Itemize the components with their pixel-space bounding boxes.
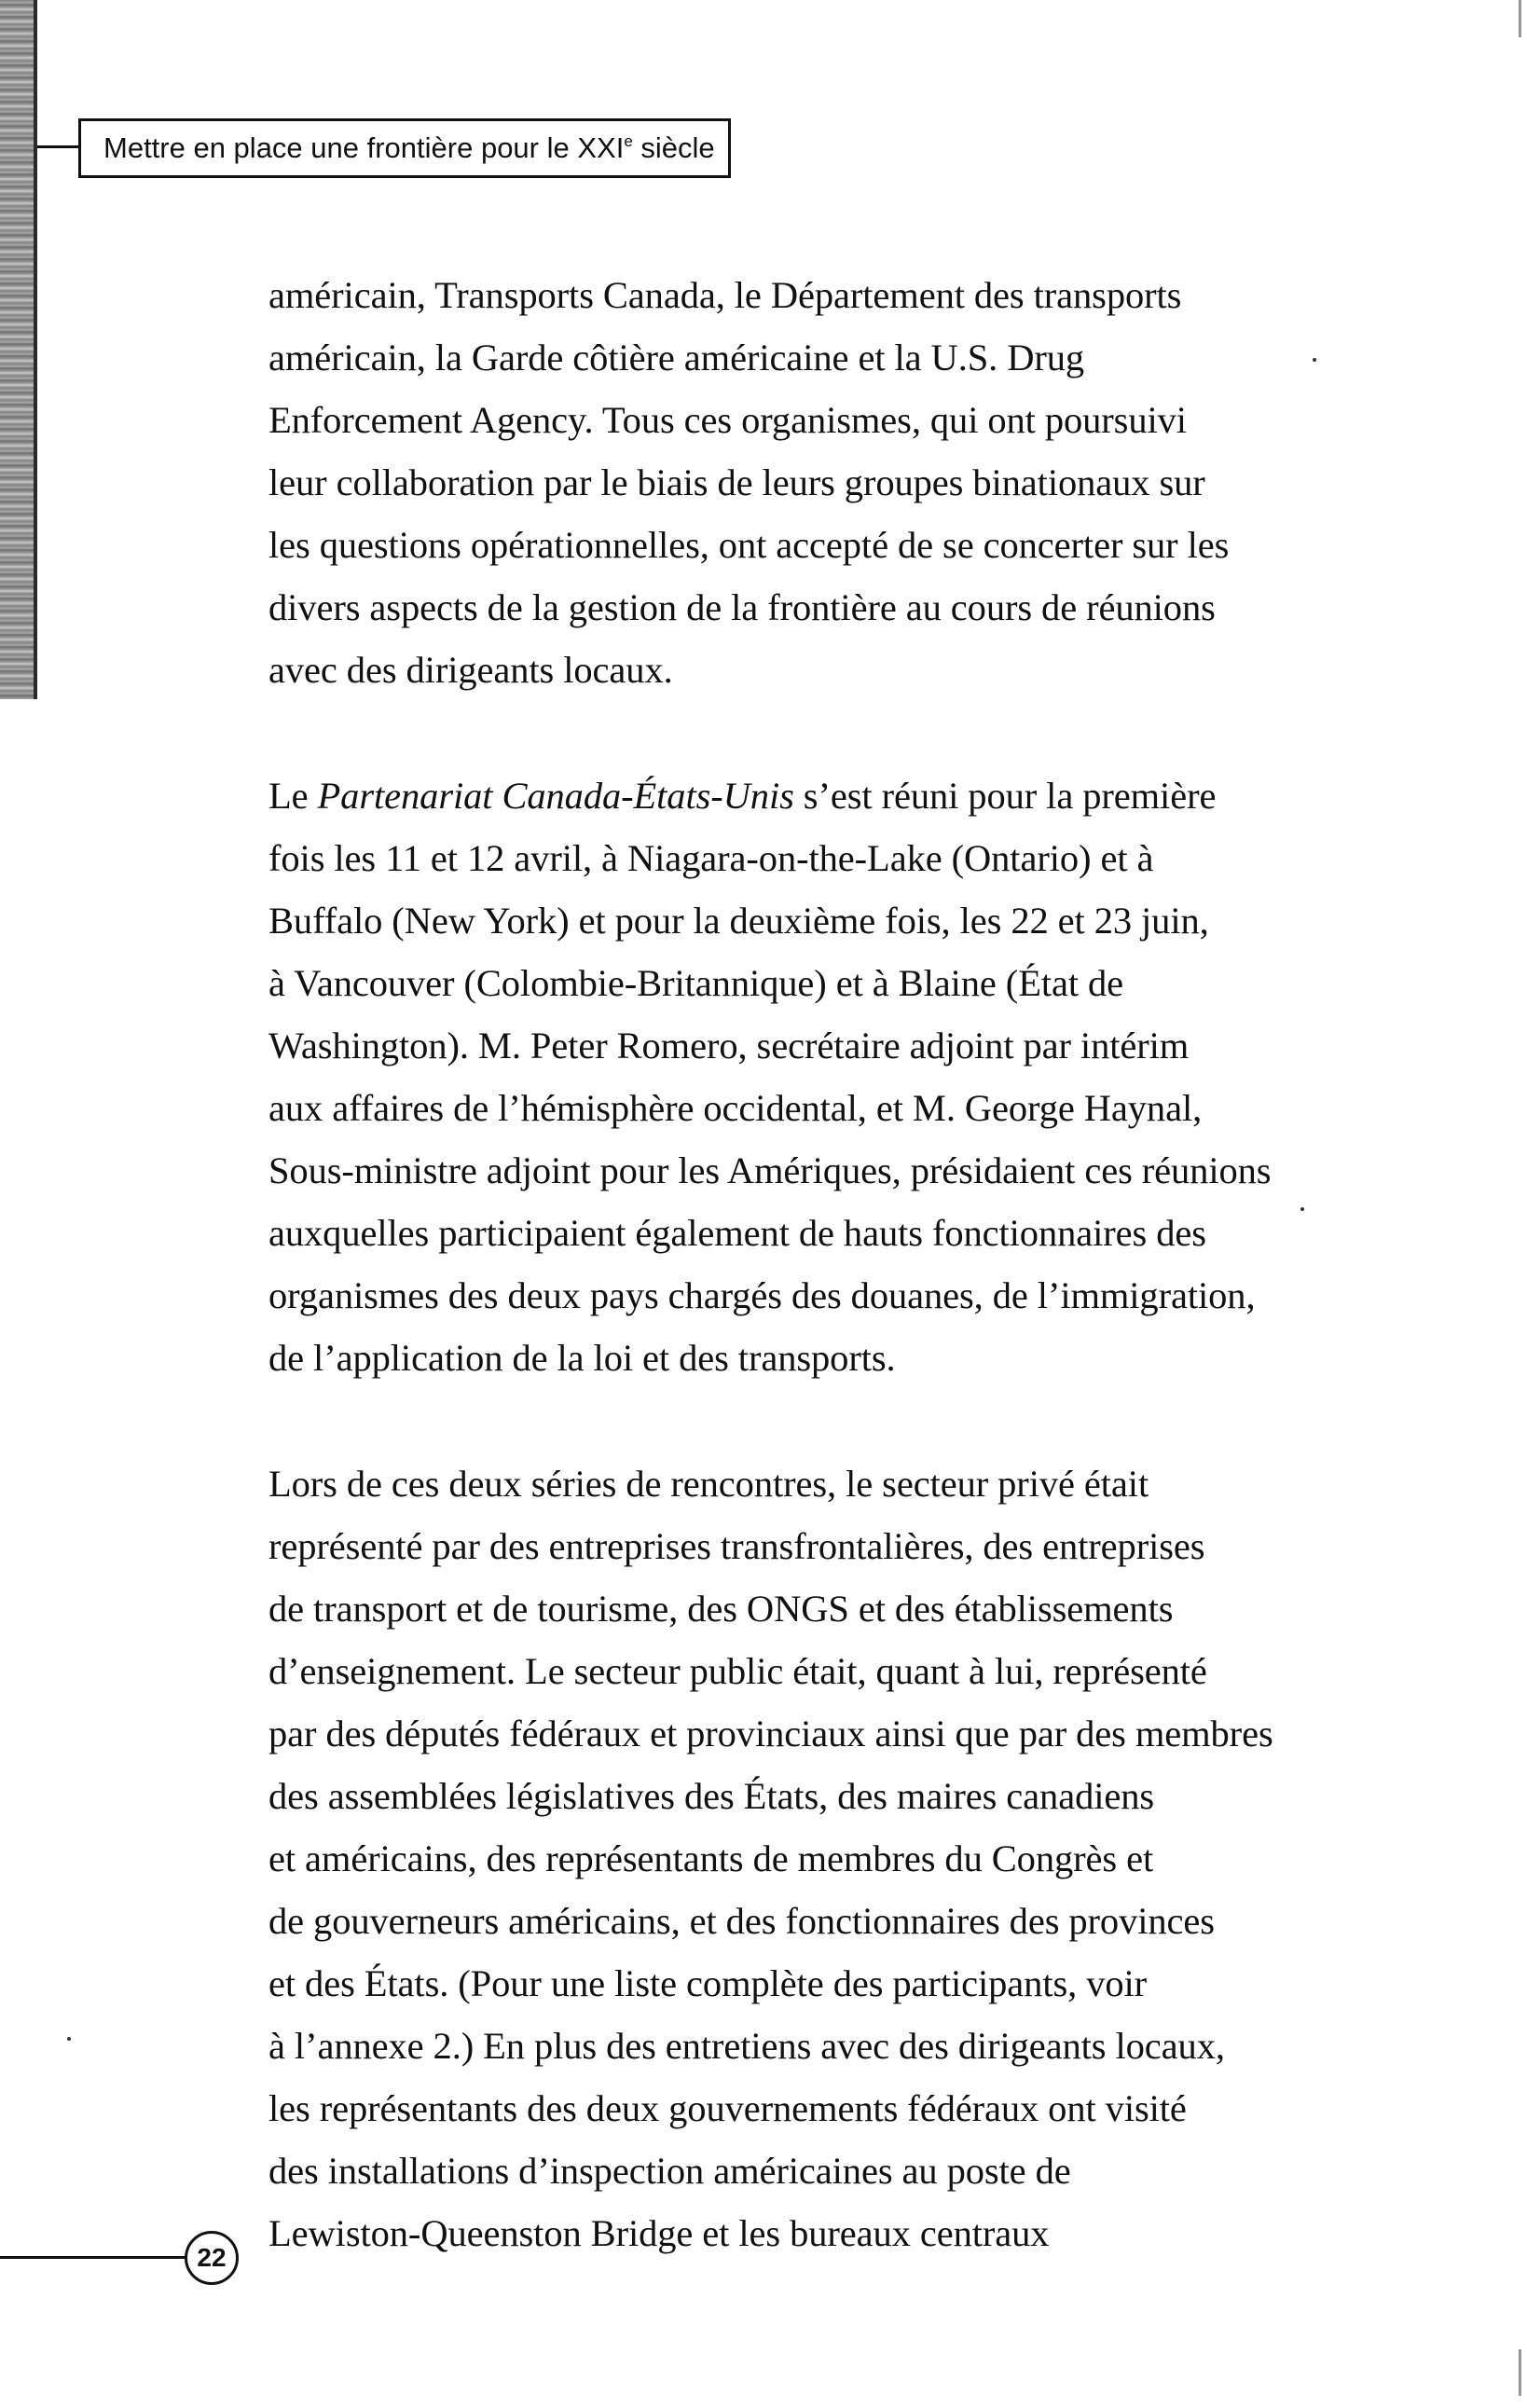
text-line: de transport et de tourisme, des ONGS et des établissements: [268, 1588, 1174, 1630]
page-number: 22: [185, 2231, 239, 2285]
text-line: américain, la Garde côtière américaine et la U.S. Drug: [268, 337, 1085, 378]
scan-binding-edge: [0, 0, 34, 699]
text-line: aux affaires de l’hémisphère occidental, et M. George Haynal,: [268, 1087, 1203, 1129]
scan-right-edge-mark: [1519, 0, 1521, 37]
text-line: les représentants des deux gouvernements fédéraux ont visité: [268, 2087, 1187, 2129]
text-line: d’enseignement. Le secteur public était, quant à lui, représenté: [268, 1650, 1207, 1692]
text-line: auxquelles participaient également de hauts fonctionnaires des: [268, 1212, 1206, 1254]
text-line: à l’annexe 2.) En plus des entretiens avec des dirigeants locaux,: [268, 2025, 1225, 2067]
text-line: divers aspects de la gestion de la frontière au cours de réunions: [268, 586, 1216, 628]
text-line: Lors de ces deux séries de rencontres, le secteur privé était: [268, 1463, 1149, 1505]
running-title-end: siècle: [632, 131, 715, 164]
text-line: Lewiston-Queenston Bridge et les bureaux centraux: [268, 2212, 1050, 2254]
text-line: des installations d’inspection américaines au poste de: [268, 2150, 1071, 2192]
text-span: s’est réuni pour la première: [793, 775, 1217, 817]
text-line: américain, Transports Canada, le Département des transports: [268, 274, 1182, 316]
text-line: leur collaboration par le biais de leurs groupes binationaux sur: [268, 461, 1205, 503]
text-line: Buffalo (New York) et pour la deuxième fois, les 22 et 23 juin,: [268, 900, 1209, 942]
scan-speck: [67, 2037, 71, 2041]
text-line: avec des dirigeants locaux.: [268, 649, 673, 691]
text-line: fois les 11 et 12 avril, à Niagara-on-the-Lake (Ontario) et à: [268, 837, 1154, 879]
running-header: [78, 118, 731, 178]
scan-right-edge-mark: [1519, 2349, 1521, 2396]
text-line: et des États. (Pour une liste complète des participants, voir: [268, 1962, 1148, 2004]
body-text: [268, 264, 1350, 2328]
text-line: de gouverneurs américains, et des fonctionnaires des provinces: [268, 1900, 1215, 1942]
scan-binding-line: [34, 0, 37, 699]
text-line: organismes des deux pays chargés des douanes, de l’immigration,: [268, 1274, 1256, 1316]
text-line: [268, 764, 1350, 827]
text-line: Sous-ministre adjoint pour les Amériques, présidaient ces réunions: [268, 1149, 1272, 1191]
paragraph-3: [268, 1452, 1350, 2264]
text-line: Enforcement Agency. Tous ces organismes, qui ont poursuivi: [268, 399, 1187, 441]
paragraph-1: [268, 264, 1350, 701]
text-line: à Vancouver (Colombie-Britannique) et à Blaine (État de: [268, 962, 1124, 1004]
text-line: les questions opérationnelles, ont accepté de se concerter sur les: [268, 524, 1230, 566]
running-header-title: [103, 131, 715, 165]
text-span: Le: [268, 775, 318, 817]
text-line: des assemblées législatives des États, des maires canadiens: [268, 1775, 1155, 1817]
paragraph-2: [268, 764, 1350, 1389]
running-title-superscript: e: [624, 132, 633, 150]
italic-title: Partenariat Canada-États-Unis: [317, 775, 794, 817]
header-rule: [37, 145, 80, 148]
text-line: représenté par des entreprises transfrontalières, des entreprises: [268, 1525, 1205, 1567]
text-line: de l’application de la loi et des transports.: [268, 1337, 896, 1379]
running-title-main: Mettre en place une frontière pour le XXI: [103, 131, 625, 164]
text-line: et américains, des représentants de membres du Congrès et: [268, 1837, 1154, 1879]
folio-rule: [0, 2256, 186, 2259]
text-line: Washington). M. Peter Romero, secrétaire adjoint par intérim: [268, 1025, 1190, 1066]
text-line: par des députés fédéraux et provinciaux ainsi que par des membres: [268, 1713, 1273, 1754]
